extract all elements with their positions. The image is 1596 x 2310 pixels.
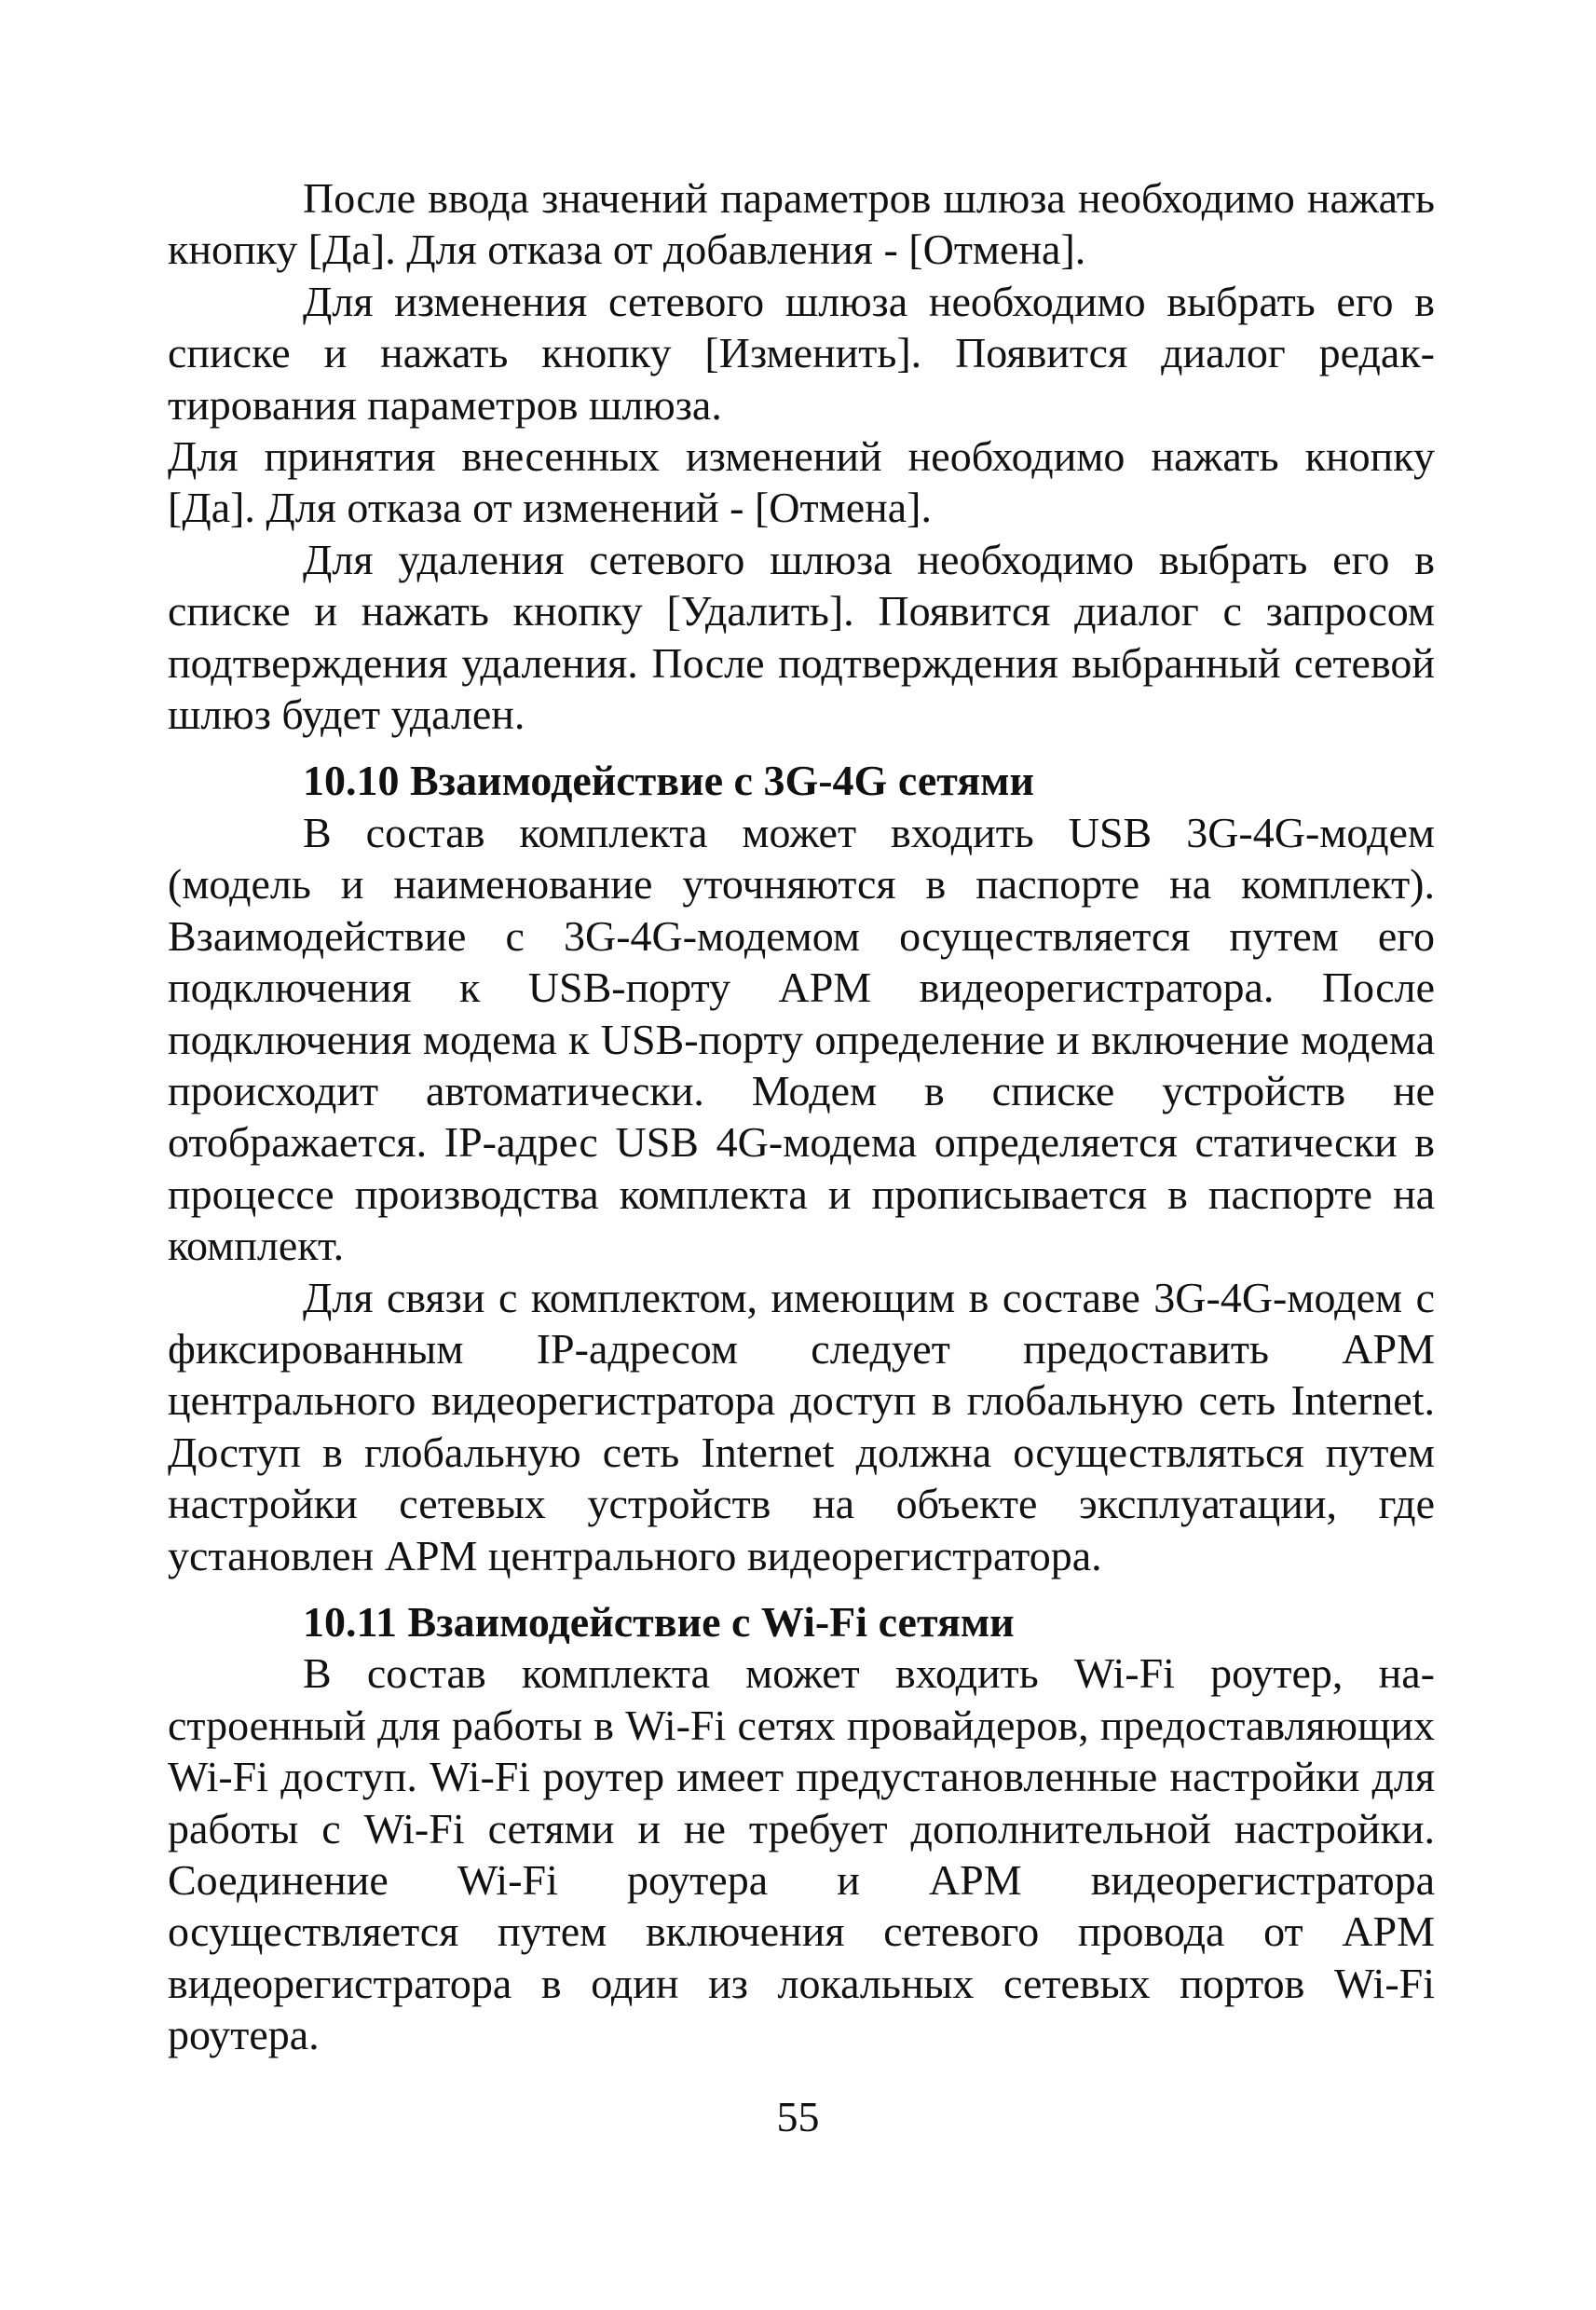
paragraph-3g-4g-modem: В состав комплекта может входить USB 3G-4G-модем (модель и наименование уточняются в паспорте на комплект). Взаимодействие с 3G-4G-модемом осуществляется путем его подключения к USB-порту АРМ видеорегистратора. После подключения модема к USB-порту определение и включение модема происходит автоматически. Модем в списке устройств не отображается. IP-адрес USB 4G-модема определяется статически в процессе производства комплекта и прописывается в паспорте на комплект. (168, 808, 1435, 1270)
paragraph-gateway-delete: Для удаления сетевого шлюза необходимо выбрать его в списке и нажать кнопку [Удалить]. Появится диалог с запросом подтверждения удаления. После подтверждения выбранный сетевой шлюз будет удален. (168, 535, 1435, 739)
section-heading-3g-4g: 10.10 Взаимодействие с 3G-4G сетями (303, 757, 1034, 805)
paragraph-3g-4g-internet-access: Для связи с комплектом, имеющим в составе 3G-4G-модем с фиксированным IP-адресом следует предоставить АРМ центрального видеорегистратора доступ в глобальную сеть Internet. Доступ в глобальную сеть Internet должна осуществляться путем настройки сетевых устройств на объекте эксплуатации, где установлен АРМ центрального видеорегистратора. (168, 1273, 1435, 1579)
page-number: 55 (776, 2093, 820, 2140)
paragraph-wifi-router: В состав комплекта может входить Wi-Fi роутер, настроенный для работы в Wi-Fi сетях провайдеров, предоставляющих Wi-Fi доступ. Wi-Fi роутер имеет предустановленные настройки для работы с Wi-Fi сетями и не требует дополнительной настройки. Соединение Wi-Fi роутера и АРМ видеорегистратора осуществляется путем включения сетевого провода от АРМ видеорегистратора в один из локальных сетевых портов Wi-Fi роутера. (168, 1649, 1435, 2059)
paragraph-gateway-add-confirm: После ввода значений параметров шлюза необходимо нажать кнопку [Да]. Для отказа от добавления - [Отмена]. (168, 174, 1435, 274)
paragraph-gateway-edit: Для изменения сетевого шлюза необходимо выбрать его в списке и нажать кнопку [Изменить]. Появится диалог редактирования параметров шлюза. (168, 277, 1435, 429)
page-body (168, 172, 1435, 2061)
section-heading-wifi: 10.11 Взаимодействие с Wi-Fi сетями (303, 1597, 1015, 1646)
paragraph-gateway-edit-confirm: Для принятия внесенных изменений необходимо нажать кнопку [Да]. Для отказа от изменений - [Отмена]. (168, 432, 1435, 532)
